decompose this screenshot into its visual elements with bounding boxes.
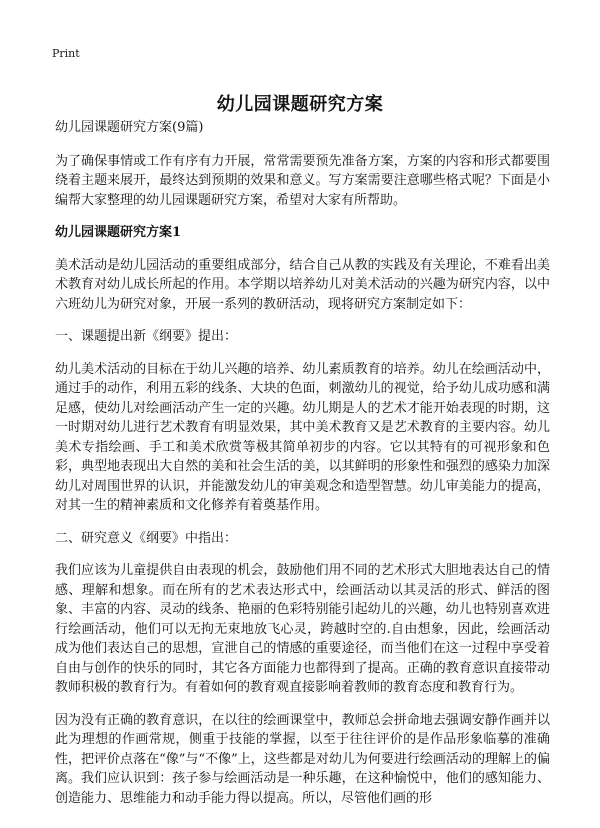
paragraph-3: 我们应该为儿童提供自由表现的机会，鼓励他们用不同的艺术形式大胆地表达自己的情感、理解和想象。而在所有的艺术表达形式中，绘画活动以其灵活的形式、鲜活的图象、丰富的内容、灵动的线条、艳丽的色彩特别能引起幼儿的兴趣，幼儿也特别喜欢进行绘画活动，他们可以无拘无束地放飞心灵，跨越时空的.自由想象，因此，绘画活动成为他们表达自己的思想，宣泄自己的情感的重要途径，而当他们在这一过程中享受着自由与创作的快乐的同时，其它各方面能力也都得到了提高。正确的教育意识直接带动教师积极的教育行为。有着如何的教育观直接影响着教师的教育态度和教育行为。 [55, 563, 550, 695]
subheading-2: 二、研究意义《纲要》中指出： [55, 530, 238, 546]
document-body [55, 118, 550, 821]
document-subtitle: 幼儿园课题研究方案(9篇) [55, 120, 204, 135]
subheading-1: 一、课题提出新《纲要》提出： [55, 329, 238, 344]
print-link[interactable]: Print [52, 47, 80, 60]
paragraph-2: 幼儿美术活动的目标在于幼儿兴趣的培养、幼儿素质教育的培养。幼儿在绘画活动中，通过手的动作，利用五彩的线条、大块的色面，刺激幼儿的视觉，给予幼儿成功感和满足感，使幼儿对绘画活动产生一定的兴趣。幼儿期是人的艺术才能开始表现的时期，这一时期对幼儿进行艺术教育有明显效果，其中美术教育又是艺术教育的主要内容。幼儿美术专指绘画、手工和美术欣赏等极其简单初步的内容。它以其特有的可视形象和色彩，典型地表现出大自然的美和社会生活的美，以其鲜明的形象性和强烈的感染力加深幼儿对周围世界的认识，并能激发幼儿的审美观念和造型智慧。幼儿审美能力的提高，对其一生的精神素质和文化修养有着奠基作用。 [55, 361, 550, 513]
paragraph-1: 美术活动是幼儿园活动的重要组成部分，结合自己从教的实践及有关理论，不难看出美术教育对幼儿成长所起的作用。本学期以培养幼儿对美术活动的兴趣为研究内容，以中六班幼儿为研究对象，开展一系列的教研活动，现将研究方案制定如下： [55, 257, 550, 312]
document-title: 幼儿园课题研究方案 [216, 94, 384, 115]
intro-paragraph: 为了确保事情或工作有序有力开展，常常需要预先准备方案，方案的内容和形式都要围绕着主题来展开，最终达到预期的效果和意义。写方案需要注意哪些格式呢？下面是小编帮大家整理的幼儿园课题研究方案，希望对大家有所帮助。 [55, 153, 550, 208]
paragraph-4: 因为没有正确的教育意识，在以往的绘画课堂中，教师总会拼命地去强调安静作画并以此为理想的作画常规，侧重于技能的掌握，以至于往往评价的是作品形象临摹的准确性，把评价点落在“像”与“不像”上，这些都是对幼儿为何要进行绘画活动的理解上的偏离。我们应认识到：孩子参与绘画活动是一种乐趣，在这种愉悦中，他们的感知能力、创造能力、思维能力和动手能力得以提高。所以，尽管他们画的形 [55, 712, 550, 806]
section-heading: 幼儿园课题研究方案1 [55, 225, 182, 240]
